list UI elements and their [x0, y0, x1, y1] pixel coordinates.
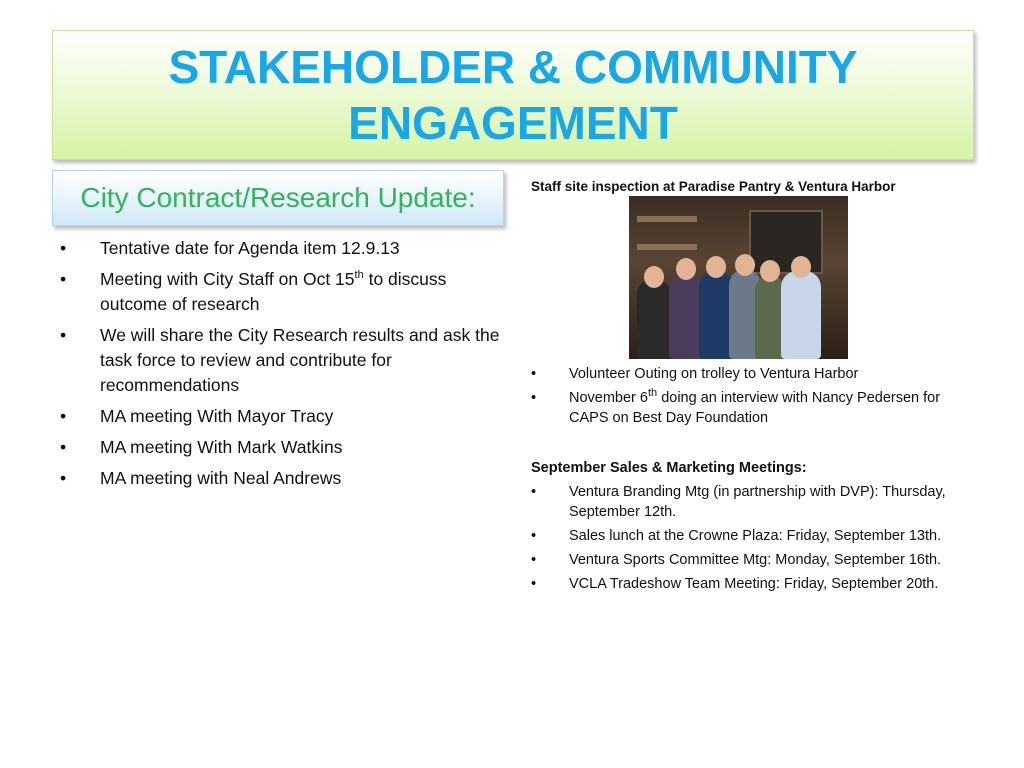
list-item: • Tentative date for Agenda item 12.9.13 [60, 236, 500, 261]
list-item: • MA meeting with Neal Andrews [60, 466, 500, 491]
right-bullet-list [531, 364, 971, 432]
bullet-icon: • [60, 325, 67, 345]
bullet-icon: • [60, 238, 67, 258]
list-item: • Sales lunch at the Crowne Plaza: Friday, September 13th. [531, 528, 942, 544]
list-item: • Ventura Branding Mtg (in partnership with DVP): Thursday, September 12th. [531, 484, 946, 520]
bullet-icon: • [60, 468, 67, 488]
right-column [531, 178, 971, 196]
list-item: • Meeting with City Staff on Oct 15th to discuss outcome of research [60, 269, 447, 314]
list-item: • VCLA Tradeshow Team Meeting: Friday, September 20th. [531, 576, 939, 592]
list-item: • November 6th doing an interview with Nancy Pedersen for CAPS on Best Day Foundation [531, 387, 941, 426]
bullet-icon: • [531, 576, 537, 592]
subheading-box [52, 170, 504, 226]
september-meetings-list [531, 482, 971, 598]
left-bullet-list [60, 236, 500, 497]
slide-title: STAKEHOLDER & COMMUNITY ENGAGEMENT [168, 41, 858, 149]
list-item: • MA meeting With Mayor Tracy [60, 404, 500, 429]
bullet-icon: • [60, 269, 67, 289]
bullet-icon: • [60, 406, 67, 426]
title-box [52, 30, 974, 160]
september-meetings-heading: September Sales & Marketing Meetings: [531, 460, 807, 476]
group-photo-image [629, 196, 848, 359]
photo-caption: Staff site inspection at Paradise Pantry & Ventura Harbor [531, 179, 896, 194]
bullet-icon: • [531, 528, 537, 544]
bullet-icon: • [531, 366, 537, 382]
subheading-city-contract: City Contract/Research Update: [80, 182, 476, 213]
bullet-icon: • [531, 552, 537, 568]
list-item: • Ventura Sports Committee Mtg: Monday, September 16th. [531, 552, 942, 568]
list-item: • Volunteer Outing on trolley to Ventura Harbor [531, 366, 859, 382]
bullet-icon: • [531, 390, 537, 406]
list-item: • We will share the City Research results and ask the task force to review and contribute for recommendations [60, 325, 500, 395]
bullet-icon: • [531, 484, 537, 500]
list-item: • MA meeting With Mark Watkins [60, 435, 500, 460]
chalkboard-menu [749, 210, 823, 274]
bullet-icon: • [60, 437, 67, 457]
